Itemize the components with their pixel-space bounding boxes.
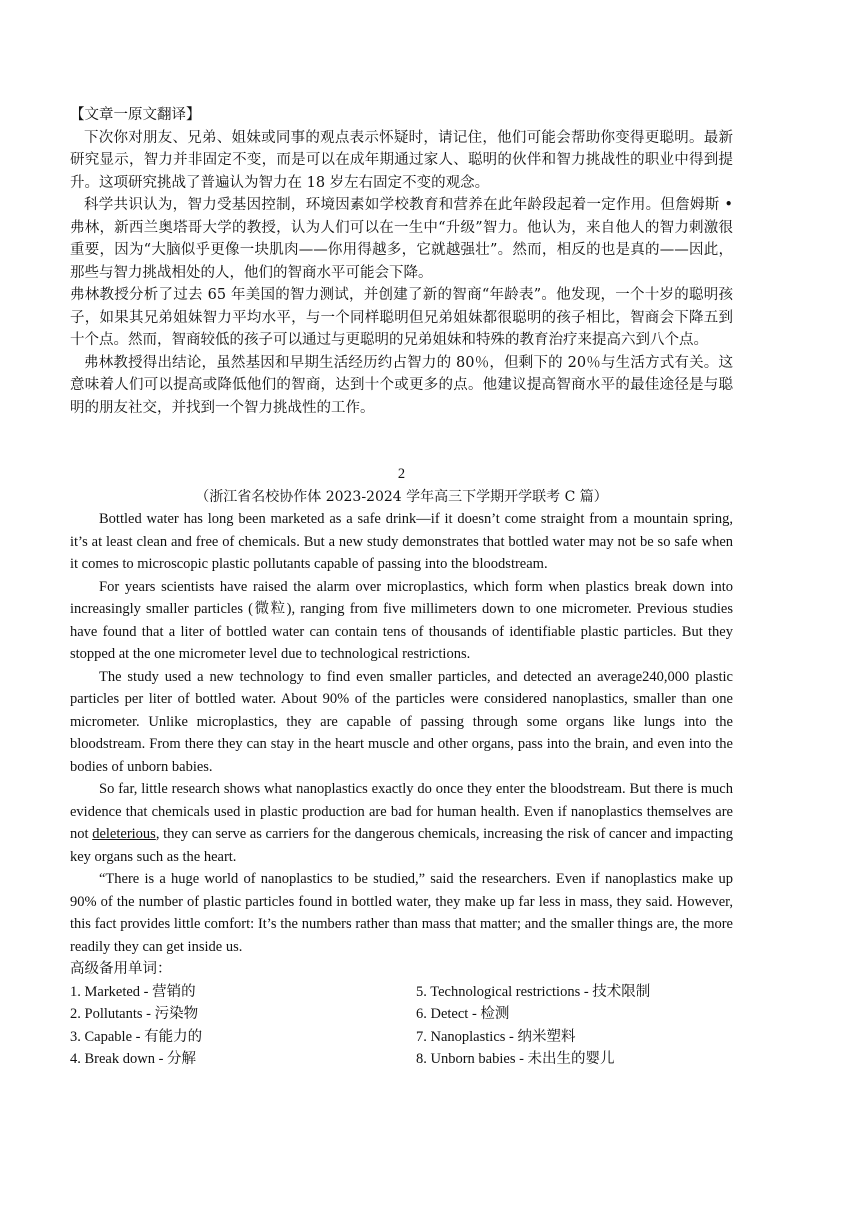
article-paragraph-5: “There is a huge world of nanoplastics to be studied,” said the researchers. Even if nanoplastics make up 90% of the number of plastic particles found in bottled water, they make up far less in mass, they said. However, this fact provides little comfort: It’s the numbers rather than mass that matter; and the smaller things are, the more readily they can get inside us.	[70, 871, 733, 955]
underlined-word: deleterious	[92, 826, 156, 842]
vocab-item: 2. Pollutants - 污染物	[70, 1006, 199, 1022]
vocab-item: 4. Break down - 分解	[70, 1051, 197, 1067]
p4-text-after: , they can serve as carriers for the dangerous chemicals, increasing the risk of cancer and impacting key organs such as the heart.	[70, 826, 734, 865]
p4-text-before: So far, little research shows what nanoplastics exactly do once they enter the bloodstream. But there is much evidence that chemicals used in plastic production are bad for human health. Even if nanoplastics themselves are not	[70, 781, 733, 842]
article-paragraph-2: For years scientists have raised the alarm over microplastics, which form when plastics break down into increasingly smaller particles (微粒), ranging from five millimeters down to one micrometer. Previous studies have found that a liter of bottled water can contain tens of thousands of identifiable plastic particles. But they stopped at the one micrometer level due to technological restrictions.	[70, 578, 733, 662]
section2-number: 2	[397, 466, 406, 482]
document-page	[70, 104, 733, 1071]
article-paragraph-1: Bottled water has long been marketed as a safe drink—if it doesn’t come straight from a mountain spring, it’s at least clean and free of chemicals. But a new study demonstrates that bottled water may not be so safe when it comes to microscopic plastic pollutants capable of passing into the bloodstream.	[70, 511, 733, 572]
vocab-item: 5. Technological restrictions - 技术限制	[416, 983, 651, 1000]
vocab-item: 6. Detect - 检测	[416, 1006, 510, 1022]
section1-paragraph-3: 弗林教授分析了过去 65 年美国的智力测试，并创建了新的智商“年龄表”。他发现，一个十岁的聪明孩子，如果其兄弟姐妹智力平均水平，与一个同样聪明但兄弟姐妹都很聪明的孩子相比，智商会下降五到十个点。然而，智商较低的孩子可以通过与更聪明的兄弟姐妹和特殊的教育治疗来提高六到八个点。	[70, 287, 733, 348]
article-paragraph-4	[70, 778, 733, 868]
vocab-item: 1. Marketed - 营销的	[70, 983, 196, 1000]
section1-paragraph-4: 弗林教授得出结论，虽然基因和早期生活经历约占智力的 80％，但剩下的 20％与生活方式有关。这意味着人们可以提高或降低他们的智商，达到十个或更多的点。他建议提高智商水平的最佳途径是与聪明的朋友社交，并找到一个智力挑战性的工作。	[70, 354, 733, 416]
section1-paragraph-1: 下次你对朋友、兄弟、姐妹或同事的观点表示怀疑时，请记住，他们可能会帮助你变得更聪明。最新研究显示，智力并非固定不变，而是可以在成年期通过家人、聪明的伙伴和智力挑战性的职业中得到提升。这项研究挑战了普遍认为智力在 18 岁左右固定不变的观念。	[70, 129, 733, 191]
article-paragraph-3: The study used a new technology to find even smaller particles, and detected an average240,000 plastic particles per liter of bottled water. About 90% of the particles were considered nanoplastics, smaller than one micrometer. Unlike microplastics, they are capable of passing through some organs like lungs into the bloodstream. From there they can stay in the heart muscle and other organs, pass into the brain, and even into the bodies of unborn babies.	[70, 668, 733, 775]
section1-heading: 【文章一原文翻译】	[70, 107, 201, 123]
vocab-item: 7. Nanoplastics - 纳米塑料	[416, 1028, 576, 1045]
section1-paragraph-2: 科学共识认为，智力受基因控制，环境因素如学校教育和营养在此年龄段起着一定作用。但詹姆斯 • 弗林，新西兰奥塔哥大学的教授，认为人们可以在一生中“升级”智力。他认为，来自他人的智力刺激很重要，因为“大脑似乎更像一块肌肉——你用得越多，它就越强壮”。然而，相反的也是真的——因此，那些与智力挑战相处的人，他们的智商水平可能会下降。	[70, 197, 733, 281]
section2-source: （浙江省名校协作体 2023-2024 学年高三下学期开学联考 C 篇）	[195, 488, 608, 505]
vocab-item: 8. Unborn babies - 未出生的婴儿	[416, 1051, 615, 1067]
vocab-heading: 高级备用单词：	[70, 961, 172, 977]
vocab-list	[70, 981, 733, 1071]
vocab-item: 3. Capable - 有能力的	[70, 1028, 203, 1045]
